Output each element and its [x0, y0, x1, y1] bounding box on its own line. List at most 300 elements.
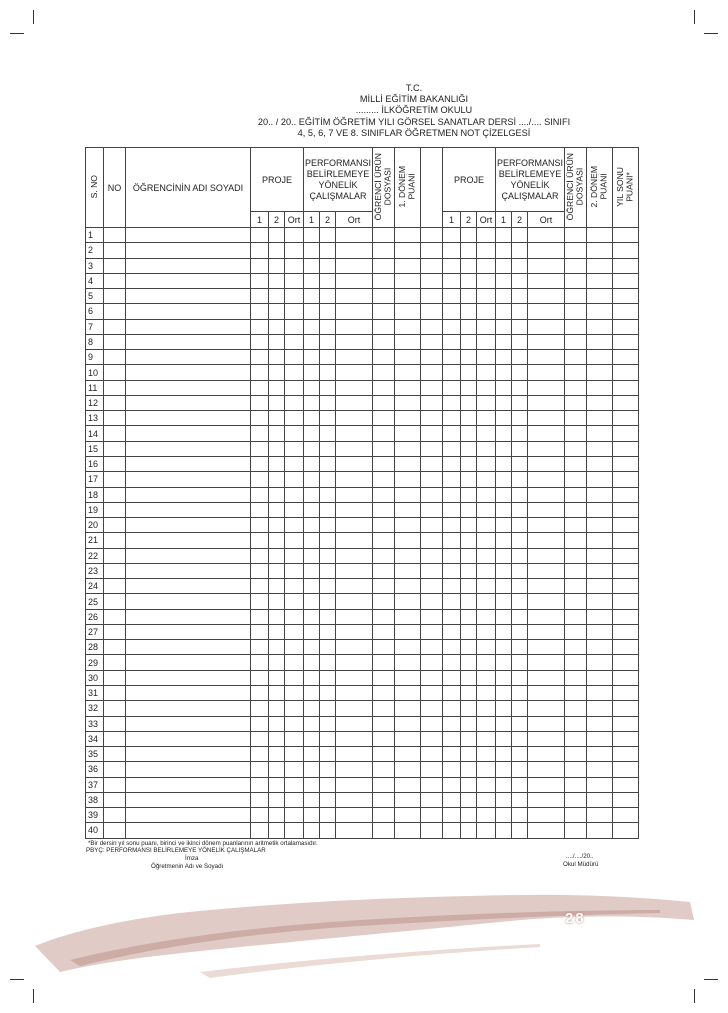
grade-cell[interactable]	[336, 808, 373, 823]
grade-cell[interactable]	[512, 823, 528, 838]
grade-cell[interactable]	[443, 228, 461, 243]
grade-cell[interactable]	[336, 304, 373, 319]
grade-cell[interactable]	[269, 655, 285, 670]
grade-cell[interactable]	[565, 716, 587, 731]
grade-cell[interactable]	[269, 609, 285, 624]
grade-cell[interactable]	[395, 319, 421, 334]
grade-cell[interactable]	[251, 518, 269, 533]
grade-cell[interactable]	[126, 823, 251, 838]
grade-cell[interactable]	[496, 640, 512, 655]
grade-cell[interactable]	[304, 808, 320, 823]
grade-cell[interactable]	[126, 533, 251, 548]
grade-cell[interactable]	[373, 518, 395, 533]
grade-cell[interactable]	[269, 456, 285, 471]
grade-cell[interactable]	[336, 334, 373, 349]
grade-cell[interactable]	[285, 243, 304, 258]
grade-cell[interactable]	[395, 670, 421, 685]
grade-cell[interactable]	[528, 289, 565, 304]
grade-cell[interactable]	[565, 258, 587, 273]
grade-cell[interactable]	[421, 411, 443, 426]
grade-cell[interactable]	[421, 762, 443, 777]
grade-cell[interactable]	[512, 426, 528, 441]
grade-cell[interactable]	[613, 670, 639, 685]
grade-cell[interactable]	[528, 792, 565, 807]
grade-cell[interactable]	[269, 777, 285, 792]
grade-cell[interactable]	[565, 472, 587, 487]
grade-cell[interactable]	[269, 304, 285, 319]
grade-cell[interactable]	[512, 487, 528, 502]
grade-cell[interactable]	[373, 380, 395, 395]
grade-cell[interactable]	[528, 533, 565, 548]
grade-cell[interactable]	[443, 533, 461, 548]
grade-cell[interactable]	[565, 792, 587, 807]
grade-cell[interactable]	[512, 319, 528, 334]
grade-cell[interactable]	[565, 579, 587, 594]
grade-cell[interactable]	[304, 777, 320, 792]
grade-cell[interactable]	[336, 228, 373, 243]
grade-cell[interactable]	[373, 640, 395, 655]
grade-cell[interactable]	[512, 609, 528, 624]
grade-cell[interactable]	[104, 487, 126, 502]
grade-cell[interactable]	[373, 426, 395, 441]
grade-cell[interactable]	[104, 548, 126, 563]
grade-cell[interactable]	[477, 533, 496, 548]
grade-cell[interactable]	[320, 579, 336, 594]
grade-cell[interactable]	[587, 502, 613, 517]
grade-cell[interactable]	[461, 716, 477, 731]
grade-cell[interactable]	[269, 548, 285, 563]
grade-cell[interactable]	[126, 548, 251, 563]
grade-cell[interactable]	[395, 579, 421, 594]
grade-cell[interactable]	[336, 350, 373, 365]
grade-cell[interactable]	[395, 395, 421, 410]
grade-cell[interactable]	[104, 411, 126, 426]
grade-cell[interactable]	[269, 319, 285, 334]
grade-cell[interactable]	[461, 228, 477, 243]
grade-cell[interactable]	[587, 380, 613, 395]
grade-cell[interactable]	[251, 472, 269, 487]
grade-cell[interactable]	[496, 273, 512, 288]
grade-cell[interactable]	[269, 334, 285, 349]
grade-cell[interactable]	[421, 334, 443, 349]
grade-cell[interactable]	[421, 258, 443, 273]
grade-cell[interactable]	[336, 426, 373, 441]
grade-cell[interactable]	[126, 624, 251, 639]
grade-cell[interactable]	[443, 701, 461, 716]
grade-cell[interactable]	[304, 273, 320, 288]
grade-cell[interactable]	[285, 594, 304, 609]
grade-cell[interactable]	[421, 563, 443, 578]
grade-cell[interactable]	[104, 518, 126, 533]
grade-cell[interactable]	[104, 319, 126, 334]
grade-cell[interactable]	[269, 762, 285, 777]
grade-cell[interactable]	[443, 655, 461, 670]
grade-cell[interactable]	[477, 472, 496, 487]
grade-cell[interactable]	[512, 563, 528, 578]
grade-cell[interactable]	[496, 563, 512, 578]
grade-cell[interactable]	[421, 609, 443, 624]
grade-cell[interactable]	[421, 716, 443, 731]
grade-cell[interactable]	[320, 823, 336, 838]
grade-cell[interactable]	[285, 365, 304, 380]
grade-cell[interactable]	[304, 655, 320, 670]
grade-cell[interactable]	[587, 716, 613, 731]
grade-cell[interactable]	[320, 426, 336, 441]
grade-cell[interactable]	[373, 548, 395, 563]
grade-cell[interactable]	[320, 594, 336, 609]
grade-cell[interactable]	[251, 380, 269, 395]
grade-cell[interactable]	[512, 624, 528, 639]
grade-cell[interactable]	[126, 334, 251, 349]
grade-cell[interactable]	[461, 548, 477, 563]
grade-cell[interactable]	[285, 701, 304, 716]
grade-cell[interactable]	[320, 304, 336, 319]
grade-cell[interactable]	[395, 273, 421, 288]
grade-cell[interactable]	[336, 243, 373, 258]
grade-cell[interactable]	[587, 441, 613, 456]
grade-cell[interactable]	[461, 670, 477, 685]
grade-cell[interactable]	[496, 792, 512, 807]
grade-cell[interactable]	[421, 777, 443, 792]
grade-cell[interactable]	[496, 716, 512, 731]
grade-cell[interactable]	[461, 640, 477, 655]
grade-cell[interactable]	[461, 731, 477, 746]
grade-cell[interactable]	[587, 640, 613, 655]
grade-cell[interactable]	[461, 258, 477, 273]
grade-cell[interactable]	[477, 594, 496, 609]
grade-cell[interactable]	[251, 808, 269, 823]
grade-cell[interactable]	[477, 792, 496, 807]
grade-cell[interactable]	[285, 640, 304, 655]
grade-cell[interactable]	[269, 502, 285, 517]
grade-cell[interactable]	[251, 823, 269, 838]
grade-cell[interactable]	[443, 609, 461, 624]
grade-cell[interactable]	[251, 395, 269, 410]
grade-cell[interactable]	[528, 365, 565, 380]
grade-cell[interactable]	[496, 502, 512, 517]
grade-cell[interactable]	[336, 365, 373, 380]
grade-cell[interactable]	[565, 747, 587, 762]
grade-cell[interactable]	[528, 273, 565, 288]
grade-cell[interactable]	[395, 808, 421, 823]
grade-cell[interactable]	[373, 624, 395, 639]
grade-cell[interactable]	[528, 334, 565, 349]
grade-cell[interactable]	[461, 319, 477, 334]
grade-cell[interactable]	[565, 624, 587, 639]
grade-cell[interactable]	[496, 762, 512, 777]
grade-cell[interactable]	[587, 228, 613, 243]
grade-cell[interactable]	[477, 640, 496, 655]
grade-cell[interactable]	[269, 380, 285, 395]
grade-cell[interactable]	[285, 395, 304, 410]
grade-cell[interactable]	[395, 243, 421, 258]
grade-cell[interactable]	[587, 747, 613, 762]
grade-cell[interactable]	[395, 594, 421, 609]
grade-cell[interactable]	[496, 579, 512, 594]
grade-cell[interactable]	[336, 319, 373, 334]
grade-cell[interactable]	[421, 380, 443, 395]
grade-cell[interactable]	[565, 609, 587, 624]
grade-cell[interactable]	[587, 411, 613, 426]
grade-cell[interactable]	[496, 609, 512, 624]
grade-cell[interactable]	[565, 670, 587, 685]
grade-cell[interactable]	[443, 487, 461, 502]
grade-cell[interactable]	[496, 319, 512, 334]
grade-cell[interactable]	[251, 273, 269, 288]
grade-cell[interactable]	[613, 518, 639, 533]
grade-cell[interactable]	[285, 624, 304, 639]
grade-cell[interactable]	[443, 823, 461, 838]
grade-cell[interactable]	[251, 258, 269, 273]
grade-cell[interactable]	[477, 334, 496, 349]
grade-cell[interactable]	[251, 747, 269, 762]
grade-cell[interactable]	[126, 380, 251, 395]
grade-cell[interactable]	[421, 365, 443, 380]
grade-cell[interactable]	[528, 228, 565, 243]
grade-cell[interactable]	[587, 258, 613, 273]
grade-cell[interactable]	[126, 777, 251, 792]
grade-cell[interactable]	[528, 472, 565, 487]
grade-cell[interactable]	[461, 441, 477, 456]
grade-cell[interactable]	[126, 395, 251, 410]
grade-cell[interactable]	[587, 701, 613, 716]
grade-cell[interactable]	[496, 731, 512, 746]
grade-cell[interactable]	[477, 228, 496, 243]
grade-cell[interactable]	[373, 823, 395, 838]
grade-cell[interactable]	[395, 487, 421, 502]
grade-cell[interactable]	[443, 380, 461, 395]
grade-cell[interactable]	[320, 456, 336, 471]
grade-cell[interactable]	[285, 823, 304, 838]
grade-cell[interactable]	[336, 747, 373, 762]
grade-cell[interactable]	[336, 579, 373, 594]
grade-cell[interactable]	[477, 426, 496, 441]
grade-cell[interactable]	[565, 365, 587, 380]
grade-cell[interactable]	[126, 502, 251, 517]
grade-cell[interactable]	[395, 747, 421, 762]
grade-cell[interactable]	[528, 380, 565, 395]
grade-cell[interactable]	[395, 518, 421, 533]
grade-cell[interactable]	[461, 518, 477, 533]
grade-cell[interactable]	[269, 533, 285, 548]
grade-cell[interactable]	[613, 319, 639, 334]
grade-cell[interactable]	[512, 518, 528, 533]
grade-cell[interactable]	[512, 502, 528, 517]
grade-cell[interactable]	[613, 411, 639, 426]
grade-cell[interactable]	[443, 441, 461, 456]
grade-cell[interactable]	[496, 426, 512, 441]
grade-cell[interactable]	[104, 533, 126, 548]
grade-cell[interactable]	[304, 823, 320, 838]
grade-cell[interactable]	[285, 579, 304, 594]
grade-cell[interactable]	[395, 472, 421, 487]
grade-cell[interactable]	[336, 472, 373, 487]
grade-cell[interactable]	[395, 456, 421, 471]
grade-cell[interactable]	[373, 731, 395, 746]
grade-cell[interactable]	[461, 243, 477, 258]
grade-cell[interactable]	[496, 685, 512, 700]
grade-cell[interactable]	[395, 289, 421, 304]
grade-cell[interactable]	[613, 365, 639, 380]
grade-cell[interactable]	[126, 563, 251, 578]
grade-cell[interactable]	[126, 518, 251, 533]
grade-cell[interactable]	[443, 395, 461, 410]
grade-cell[interactable]	[613, 792, 639, 807]
grade-cell[interactable]	[587, 762, 613, 777]
grade-cell[interactable]	[613, 609, 639, 624]
grade-cell[interactable]	[528, 640, 565, 655]
grade-cell[interactable]	[126, 472, 251, 487]
grade-cell[interactable]	[304, 792, 320, 807]
grade-cell[interactable]	[304, 624, 320, 639]
grade-cell[interactable]	[104, 624, 126, 639]
grade-cell[interactable]	[395, 731, 421, 746]
grade-cell[interactable]	[477, 411, 496, 426]
grade-cell[interactable]	[104, 808, 126, 823]
grade-cell[interactable]	[336, 731, 373, 746]
grade-cell[interactable]	[528, 685, 565, 700]
grade-cell[interactable]	[528, 777, 565, 792]
grade-cell[interactable]	[336, 456, 373, 471]
grade-cell[interactable]	[104, 380, 126, 395]
grade-cell[interactable]	[512, 685, 528, 700]
grade-cell[interactable]	[104, 273, 126, 288]
grade-cell[interactable]	[512, 395, 528, 410]
grade-cell[interactable]	[528, 716, 565, 731]
grade-cell[interactable]	[320, 533, 336, 548]
grade-cell[interactable]	[512, 472, 528, 487]
grade-cell[interactable]	[461, 579, 477, 594]
grade-cell[interactable]	[104, 304, 126, 319]
grade-cell[interactable]	[336, 655, 373, 670]
grade-cell[interactable]	[104, 823, 126, 838]
grade-cell[interactable]	[496, 395, 512, 410]
grade-cell[interactable]	[320, 716, 336, 731]
grade-cell[interactable]	[613, 808, 639, 823]
grade-cell[interactable]	[421, 441, 443, 456]
grade-cell[interactable]	[512, 594, 528, 609]
grade-cell[interactable]	[565, 563, 587, 578]
grade-cell[interactable]	[373, 304, 395, 319]
grade-cell[interactable]	[285, 685, 304, 700]
grade-cell[interactable]	[512, 533, 528, 548]
grade-cell[interactable]	[251, 350, 269, 365]
grade-cell[interactable]	[285, 777, 304, 792]
grade-cell[interactable]	[477, 456, 496, 471]
grade-cell[interactable]	[587, 563, 613, 578]
grade-cell[interactable]	[251, 731, 269, 746]
grade-cell[interactable]	[269, 731, 285, 746]
grade-cell[interactable]	[443, 273, 461, 288]
grade-cell[interactable]	[477, 670, 496, 685]
grade-cell[interactable]	[269, 808, 285, 823]
grade-cell[interactable]	[421, 472, 443, 487]
grade-cell[interactable]	[373, 472, 395, 487]
grade-cell[interactable]	[373, 685, 395, 700]
grade-cell[interactable]	[126, 441, 251, 456]
grade-cell[interactable]	[336, 701, 373, 716]
grade-cell[interactable]	[269, 487, 285, 502]
grade-cell[interactable]	[373, 273, 395, 288]
grade-cell[interactable]	[421, 456, 443, 471]
grade-cell[interactable]	[528, 762, 565, 777]
grade-cell[interactable]	[373, 747, 395, 762]
grade-cell[interactable]	[336, 518, 373, 533]
grade-cell[interactable]	[336, 640, 373, 655]
grade-cell[interactable]	[126, 350, 251, 365]
grade-cell[interactable]	[336, 685, 373, 700]
grade-cell[interactable]	[304, 502, 320, 517]
grade-cell[interactable]	[477, 731, 496, 746]
grade-cell[interactable]	[587, 731, 613, 746]
grade-cell[interactable]	[587, 548, 613, 563]
grade-cell[interactable]	[461, 487, 477, 502]
grade-cell[interactable]	[528, 594, 565, 609]
grade-cell[interactable]	[336, 258, 373, 273]
grade-cell[interactable]	[496, 823, 512, 838]
grade-cell[interactable]	[395, 426, 421, 441]
grade-cell[interactable]	[443, 670, 461, 685]
grade-cell[interactable]	[565, 411, 587, 426]
grade-cell[interactable]	[512, 304, 528, 319]
grade-cell[interactable]	[613, 640, 639, 655]
grade-cell[interactable]	[613, 548, 639, 563]
grade-cell[interactable]	[251, 426, 269, 441]
grade-cell[interactable]	[320, 395, 336, 410]
grade-cell[interactable]	[528, 609, 565, 624]
grade-cell[interactable]	[285, 258, 304, 273]
grade-cell[interactable]	[587, 579, 613, 594]
grade-cell[interactable]	[461, 289, 477, 304]
grade-cell[interactable]	[269, 792, 285, 807]
grade-cell[interactable]	[285, 548, 304, 563]
grade-cell[interactable]	[269, 670, 285, 685]
grade-cell[interactable]	[461, 426, 477, 441]
grade-cell[interactable]	[613, 563, 639, 578]
grade-cell[interactable]	[104, 395, 126, 410]
grade-cell[interactable]	[461, 823, 477, 838]
grade-cell[interactable]	[496, 777, 512, 792]
grade-cell[interactable]	[304, 518, 320, 533]
grade-cell[interactable]	[613, 594, 639, 609]
grade-cell[interactable]	[421, 533, 443, 548]
grade-cell[interactable]	[304, 533, 320, 548]
grade-cell[interactable]	[320, 273, 336, 288]
grade-cell[interactable]	[477, 243, 496, 258]
grade-cell[interactable]	[461, 365, 477, 380]
grade-cell[interactable]	[565, 731, 587, 746]
grade-cell[interactable]	[496, 670, 512, 685]
grade-cell[interactable]	[104, 777, 126, 792]
grade-cell[interactable]	[528, 548, 565, 563]
grade-cell[interactable]	[126, 228, 251, 243]
grade-cell[interactable]	[304, 762, 320, 777]
grade-cell[interactable]	[126, 670, 251, 685]
grade-cell[interactable]	[104, 701, 126, 716]
grade-cell[interactable]	[496, 456, 512, 471]
grade-cell[interactable]	[373, 258, 395, 273]
grade-cell[interactable]	[336, 609, 373, 624]
grade-cell[interactable]	[421, 685, 443, 700]
grade-cell[interactable]	[443, 289, 461, 304]
grade-cell[interactable]	[304, 334, 320, 349]
grade-cell[interactable]	[528, 670, 565, 685]
grade-cell[interactable]	[443, 334, 461, 349]
grade-cell[interactable]	[587, 426, 613, 441]
grade-cell[interactable]	[373, 594, 395, 609]
grade-cell[interactable]	[613, 441, 639, 456]
grade-cell[interactable]	[320, 563, 336, 578]
